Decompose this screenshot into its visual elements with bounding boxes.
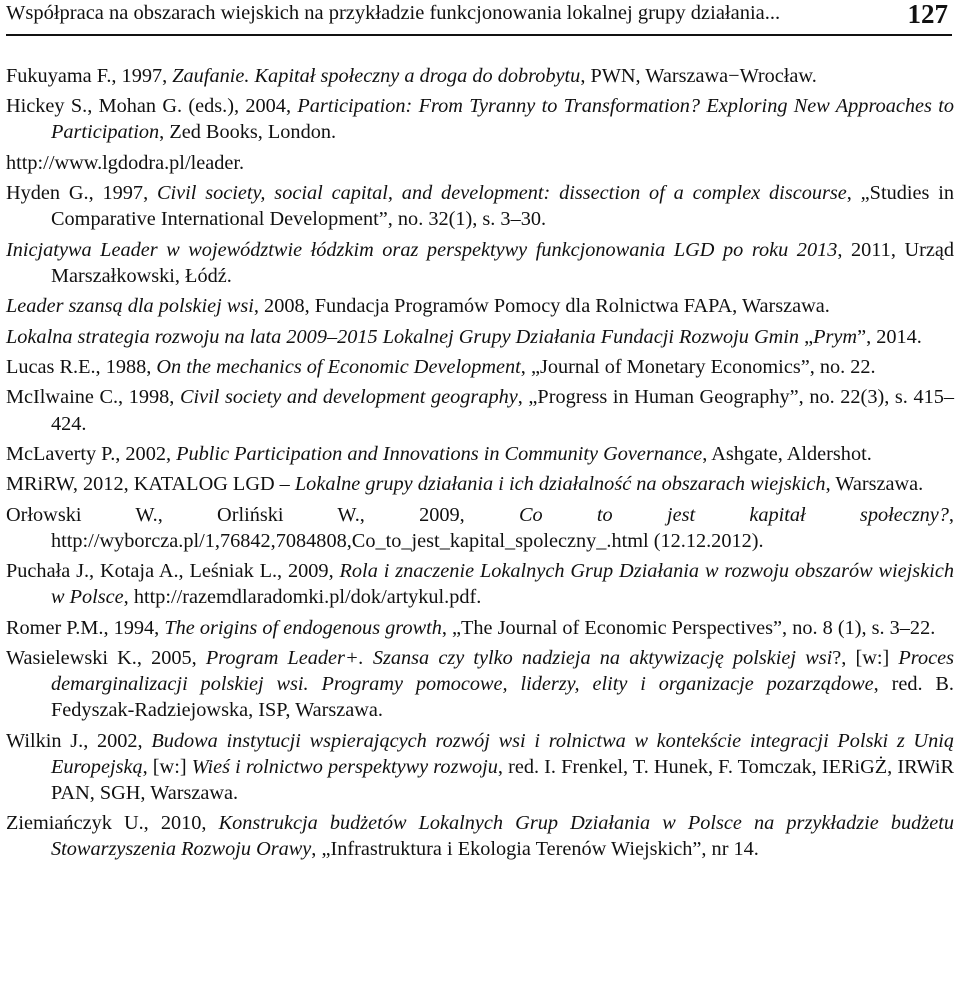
entry-title-italic: Proces demarginalizacji polskiej wsi. Programy pomocowe, liderzy, elity i organizacje pozarządowe xyxy=(51,647,954,696)
entry-text: ?, [w:] xyxy=(832,647,899,670)
entry-text: , „Studies in Comparative International Development”, no. 32(1), s. 3–30. xyxy=(51,182,954,231)
entry-text: , „Progress in Human Geography”, no. 22(3), s. 415–424. xyxy=(51,386,955,435)
bibliography-entry xyxy=(6,150,954,176)
entry-text: Ziemiańczyk U., 2010, xyxy=(6,812,219,835)
bibliography-entry xyxy=(6,324,954,350)
bibliography-entry xyxy=(6,354,954,380)
entry-title-italic: Lokalne grupy działania i ich działalność na obszarach wiejskich xyxy=(294,473,826,496)
bibliography-entry xyxy=(6,502,954,554)
entry-text: , „The Journal of Economic Perspectives”, no. 8 (1), s. 3–22. xyxy=(441,616,936,639)
entry-text: Romer P.M., 1994, xyxy=(6,616,165,639)
entry-text: http://www.lgdodra.pl/leader. xyxy=(6,151,245,174)
entry-text: , http://razemdlaradomki.pl/dok/artykul.pdf. xyxy=(123,586,482,609)
entry-title-italic: The origins of endogenous growth xyxy=(164,616,442,639)
entry-title-italic: Budowa instytucji wspierających rozwój wsi i rolnictwa w kontekście integracji Polski z Unią Europejską xyxy=(51,729,954,778)
bibliography-entry xyxy=(6,180,954,232)
entry-title-italic: Civil society and development geography xyxy=(179,386,518,409)
bibliography-entry xyxy=(6,810,954,862)
entry-title-italic: Lokalna strategia rozwoju na lata 2009–2015 Lokalnej Grupy Działania Fundacji Rozwoju Gmin xyxy=(6,325,800,348)
entry-text: Wasielewski K., 2005, xyxy=(6,647,206,670)
entry-text: , Warszawa. xyxy=(825,473,924,496)
bibliography-entry xyxy=(6,471,954,497)
bibliography-entry xyxy=(6,237,954,289)
entry-text: , 2011, Urząd Marszałkowski, Łódź. xyxy=(51,238,954,287)
entry-text: Orłowski W., Orliński W., 2009, xyxy=(6,503,519,526)
bibliography-entry xyxy=(6,293,954,319)
entry-title-italic: On the mechanics of Economic Development xyxy=(156,356,521,379)
entry-title-italic: Inicjatywa Leader w województwie łódzkim oraz perspektywy funkcjonowania LGD po roku 2013 xyxy=(6,238,838,261)
entry-text: „ xyxy=(799,325,814,348)
entry-text: Hyden G., 1997, xyxy=(6,182,157,205)
bibliography-entry xyxy=(6,441,954,467)
bibliography-entry xyxy=(6,615,954,641)
entry-text: Lucas R.E., 1988, xyxy=(6,356,157,379)
bibliography-list xyxy=(6,63,954,867)
entry-text: Puchała J., Kotaja A., Leśniak L., 2009, xyxy=(6,560,340,583)
entry-title-italic: Program Leader+. Szansa czy tylko nadzieja na aktywizację polskiej wsi xyxy=(205,647,833,670)
entry-title-italic: Prym xyxy=(813,325,858,348)
bibliography-entry xyxy=(6,93,954,145)
entry-text: Fukuyama F., 1997, xyxy=(6,65,173,87)
entry-text: , http://wyborcza.pl/1,76842,7084808,Co_to_jest_kapital_spoleczny_.html (12.12.2012). xyxy=(51,503,954,552)
entry-text: Hickey S., Mohan G. (eds.), 2004, xyxy=(6,95,298,118)
entry-title-italic: Participation: From Tyranny to Transformation? Exploring New Approaches to Participation xyxy=(51,95,954,144)
running-header xyxy=(6,0,952,36)
entry-title-italic: Leader szansą dla polskiej wsi xyxy=(6,295,254,318)
bibliography-entry xyxy=(6,384,954,436)
entry-text: , red. B. Fedyszak-Radziejowska, ISP, Warszawa. xyxy=(51,673,954,722)
bibliography-entry xyxy=(6,558,954,610)
entry-title-italic: Public Participation and Innovations in Community Governance xyxy=(176,442,703,465)
entry-text: , „Infrastruktura i Ekologia Terenów Wiejskich”, nr 14. xyxy=(311,838,759,861)
entry-text: Wilkin J., 2002, xyxy=(6,729,152,752)
entry-text: McLaverty P., 2002, xyxy=(6,442,177,465)
entry-title-italic: Konstrukcja budżetów Lokalnych Grup Działania w Polsce na przykładzie budżetu Stowarzyszenia Rozwoju Orawy xyxy=(51,812,954,861)
entry-text: , Ashgate, Aldershot. xyxy=(702,442,872,465)
entry-text: , 2008, Fundacja Programów Pomocy dla Rolnictwa FAPA, Warszawa. xyxy=(253,295,830,318)
entry-text: , red. I. Frenkel, T. Hunek, F. Tomczak, IERiGŻ, IRWiR PAN, SGH, Warszawa. xyxy=(51,755,955,804)
entry-text: , PWN, Warszawa−Wrocław. xyxy=(580,65,817,87)
entry-title-italic: Rola i znaczenie Lokalnych Grup Działania w rozwoju obszarów wiejskich w Polsce xyxy=(51,560,954,609)
entry-text: ”, 2014. xyxy=(857,325,922,348)
entry-title-italic: Civil society, social capital, and development: dissection of a complex discourse xyxy=(156,182,847,205)
running-header-title: Współpraca na obszarach wiejskich na przykładzie funkcjonowania lokalnej grupy działania... xyxy=(6,2,781,24)
entry-text: McIlwaine C., 1998, xyxy=(6,386,180,409)
entry-text: , „Journal of Monetary Economics”, no. 22. xyxy=(520,356,876,379)
entry-text: MRiRW, 2012, KATALOG LGD – xyxy=(6,473,295,496)
bibliography-entry xyxy=(6,63,954,89)
entry-title-italic: Co to jest kapitał społeczny? xyxy=(518,503,949,526)
entry-title-italic: Wieś i rolnictwo perspektywy rozwoju xyxy=(191,755,498,778)
bibliography-entry xyxy=(6,728,954,806)
page-number: 127 xyxy=(907,0,948,29)
entry-text: , Zed Books, London. xyxy=(159,121,337,144)
entry-title-italic: Zaufanie. Kapitał społeczny a droga do dobrobytu xyxy=(172,65,581,87)
entry-text: , [w:] xyxy=(142,755,192,778)
bibliography-entry xyxy=(6,645,954,723)
